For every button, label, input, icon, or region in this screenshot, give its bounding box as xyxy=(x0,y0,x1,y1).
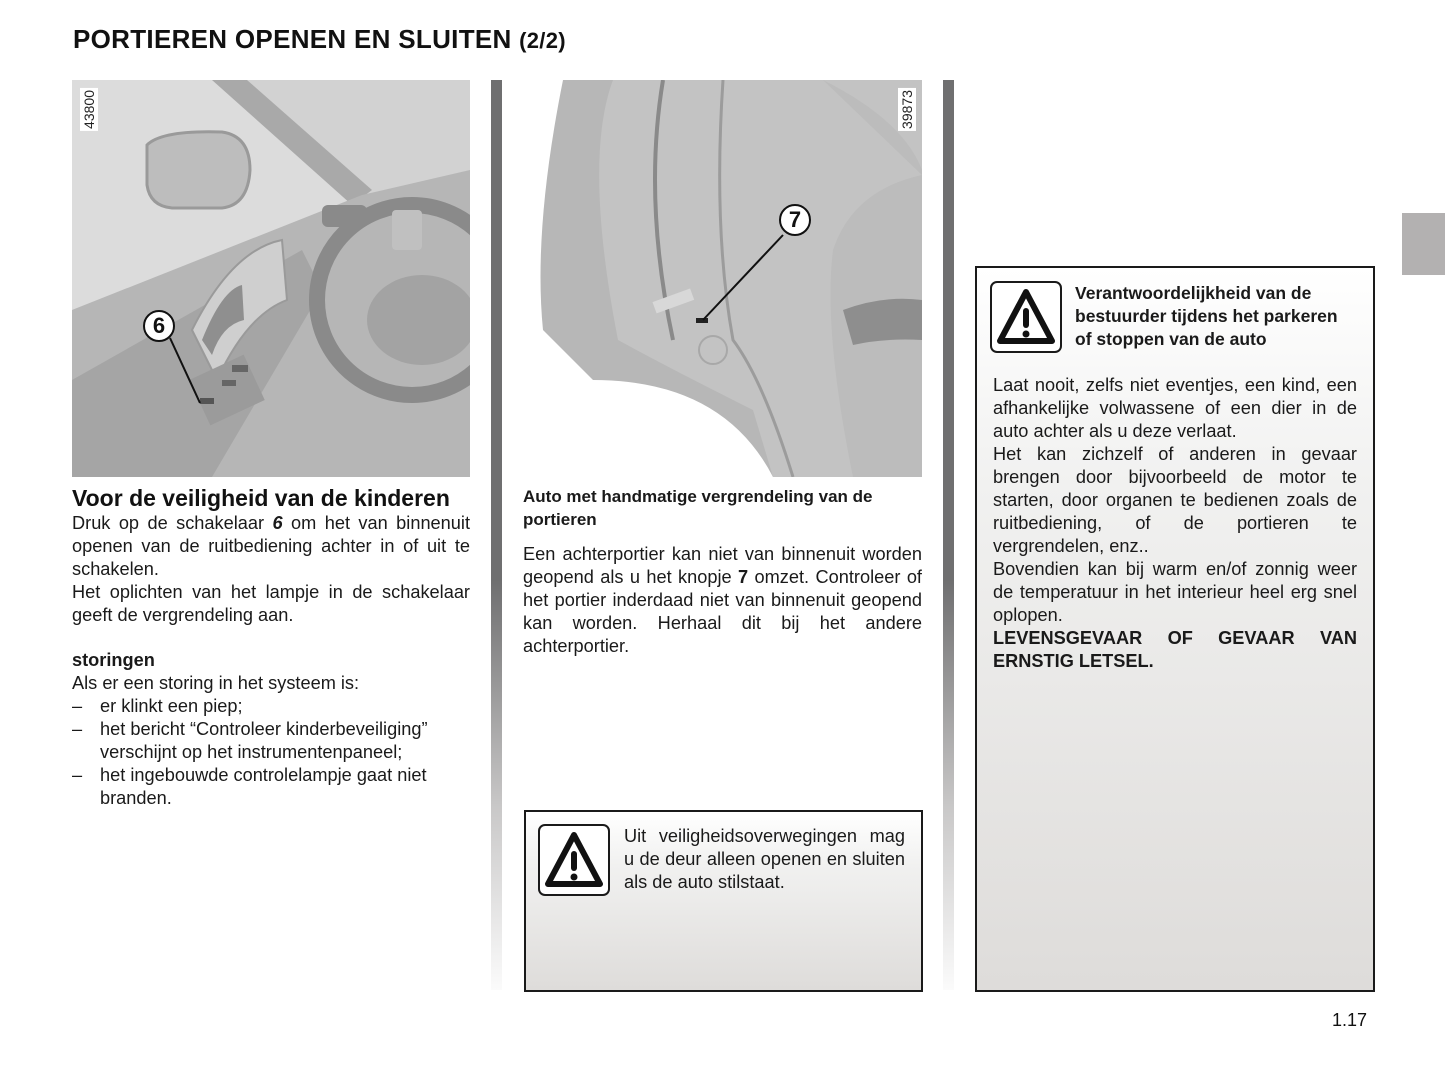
list-item: – het ingebouwde controlelampje gaat niet branden. xyxy=(72,764,470,810)
callout-line xyxy=(72,80,470,477)
reference-number: 6 xyxy=(272,513,283,533)
text: Een achterportier kan niet van binnenuit worden geopend als u het knopje xyxy=(523,544,922,587)
paragraph xyxy=(72,512,470,581)
warning-text: Uit veiligheidsoverwegingen mag u de deur alleen openen en sluiten als de auto stilstaat. xyxy=(624,826,905,892)
list-item: – het bericht “Controleer kinderbeveiliging” verschijnt op het instrumentenpaneel; xyxy=(72,718,470,764)
text: om het van binnenuit openen van de ruitbediening achter in of uit te schakelen. xyxy=(72,513,470,579)
chapter-tab xyxy=(1402,213,1445,275)
warning-box-stationary xyxy=(524,810,923,992)
page-title-text: PORTIEREN OPENEN EN SLUITEN xyxy=(73,24,512,54)
text: Druk op de schakelaar xyxy=(72,513,273,533)
warning-box-driver-responsibility xyxy=(975,266,1375,992)
paragraph: Laat nooit, zelfs niet eventjes, een kind, een afhankelijke volwassene of een dier in de auto achter als u deze verlaat. xyxy=(993,375,1357,441)
figure-id: 43800 xyxy=(81,90,97,129)
paragraph: Het kan zichzelf of anderen in gevaar brengen door bijvoorbeeld de motor te starten, door organen te bedienen zoals de ruitbediening, of de portieren te vergrendelen, enz.. xyxy=(993,444,1357,556)
figure-id: 39873 xyxy=(899,90,915,129)
section-heading: Voor de veiligheid van de kinderen xyxy=(72,485,450,511)
paragraph: Het oplichten van het lampje in de schakelaar geeft de vergrendeling aan. xyxy=(72,582,470,625)
page-title-part: (2/2) xyxy=(519,28,566,53)
subheading-faults: storingen xyxy=(72,650,155,670)
reference-number: 7 xyxy=(738,567,749,587)
warning-body xyxy=(993,374,1357,673)
callout-7: 7 xyxy=(779,204,811,236)
warning-triangle-icon xyxy=(990,281,1062,353)
list-item: – er klinkt een piep; xyxy=(72,695,470,718)
paragraph xyxy=(523,543,922,658)
manual-lock-section xyxy=(523,485,922,658)
page-title xyxy=(73,24,566,55)
warning-emphasis: LEVENSGEVAAR OF GEVAAR VAN ERNSTIG LETSEL. xyxy=(993,628,1357,671)
faults-intro: Als er een storing in het systeem is: xyxy=(72,673,360,693)
page-number: 1.17 xyxy=(1332,1010,1368,1030)
warning-heading: Verantwoordelijkheid van de bestuurder tijdens het parkeren of stoppen van de auto xyxy=(1075,283,1338,349)
text: omzet. Controleer of het portier inderdaad niet van binnenuit geopend kan worden. Herhaal dit bij het andere achterportier. xyxy=(523,567,922,656)
figure-door-switch xyxy=(72,80,470,477)
column-separator xyxy=(943,80,954,990)
section-heading: Auto met handmatige vergrendeling van de portieren xyxy=(523,487,873,529)
callout-6: 6 xyxy=(143,310,175,342)
faults-list xyxy=(72,695,470,810)
figure-child-lock xyxy=(523,80,922,477)
warning-triangle-icon xyxy=(538,824,610,896)
callout-line xyxy=(523,80,922,477)
paragraph: Bovendien kan bij warm en/of zonnig weer de temperatuur in het interieur heel erg snel oplopen. xyxy=(993,559,1357,625)
column-separator xyxy=(491,80,502,990)
child-safety-section xyxy=(72,485,470,810)
